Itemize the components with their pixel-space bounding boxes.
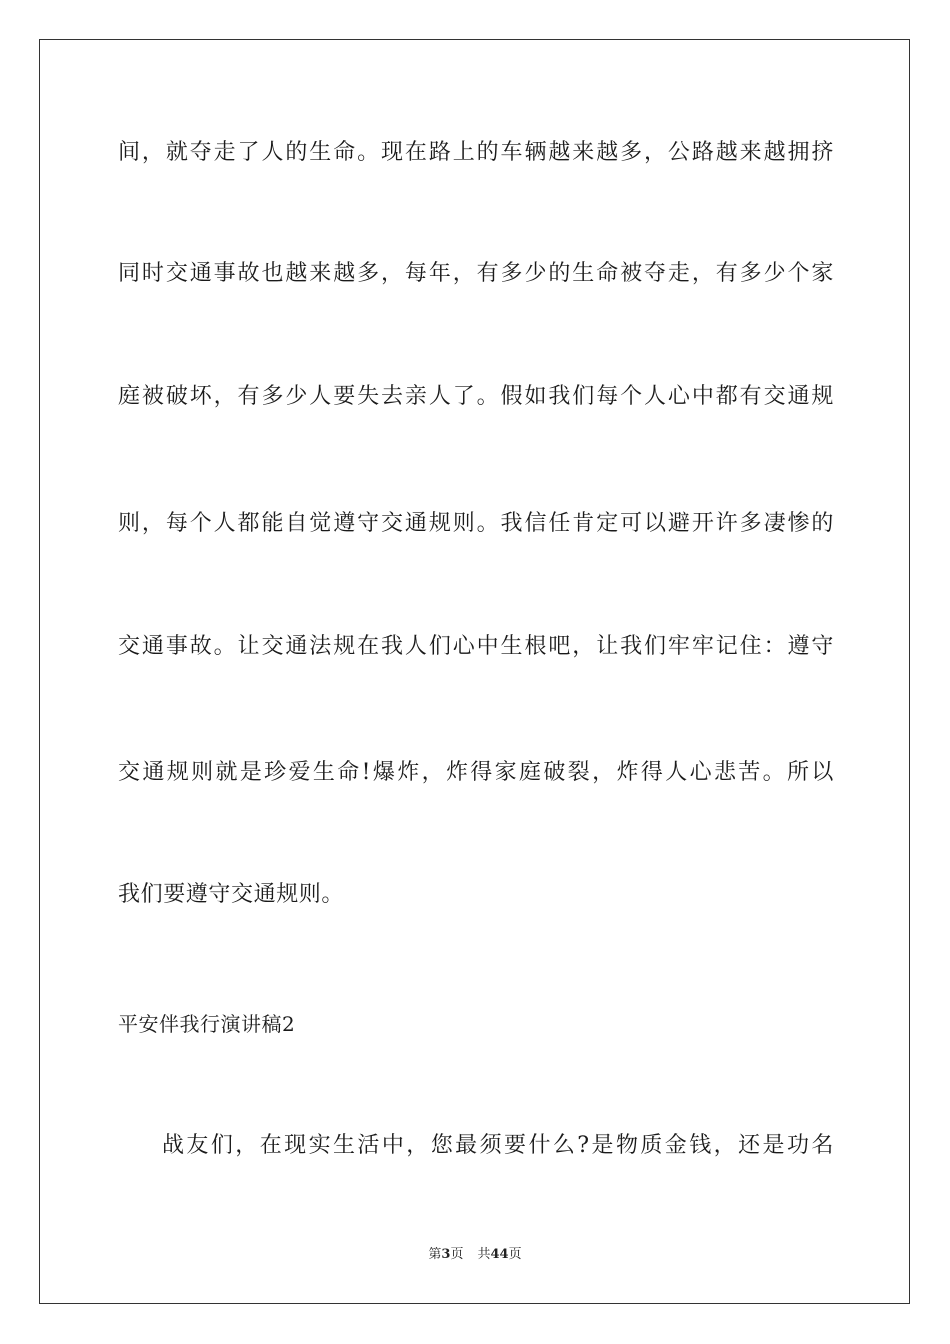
body-line-2: 同时交通事故也越来越多，每年，有多少的生命被夺走，有多少个家 [118, 261, 834, 286]
footer-total-prefix: 共 [477, 1247, 491, 1262]
body-line-6: 交通规则就是珍爱生命!爆炸，炸得家庭破裂，炸得人心悲苦。所以 [118, 760, 834, 785]
body-line-3: 庭被破坏，有多少人要失去亲人了。假如我们每个人心中都有交通规 [118, 384, 834, 409]
footer-total-number: 44 [490, 1247, 509, 1262]
body-line-4: 则，每个人都能自觉遵守交通规则。我信任肯定可以避开许多凄惨的 [118, 511, 834, 536]
page-footer [0, 1246, 950, 1264]
footer-page-number: 3 [441, 1247, 451, 1262]
body-line-1: 间，就夺走了人的生命。现在路上的车辆越来越多，公路越来越拥挤 [118, 140, 834, 165]
footer-page-suffix: 页 [450, 1247, 464, 1262]
footer-total-suffix: 页 [508, 1247, 522, 1262]
paragraph-2-line-1: 战友们，在现实生活中，您最须要什么?是物质金钱，还是功名 [162, 1133, 834, 1158]
footer-page-prefix: 第 [428, 1247, 442, 1262]
page-border [39, 39, 910, 1304]
body-line-5: 交通事故。让交通法规在我人们心中生根吧，让我们牢牢记住：遵守 [118, 634, 834, 659]
section-heading: 平安伴我行演讲稿2 [118, 1012, 296, 1036]
body-line-7: 我们要遵守交通规则。 [118, 882, 345, 907]
